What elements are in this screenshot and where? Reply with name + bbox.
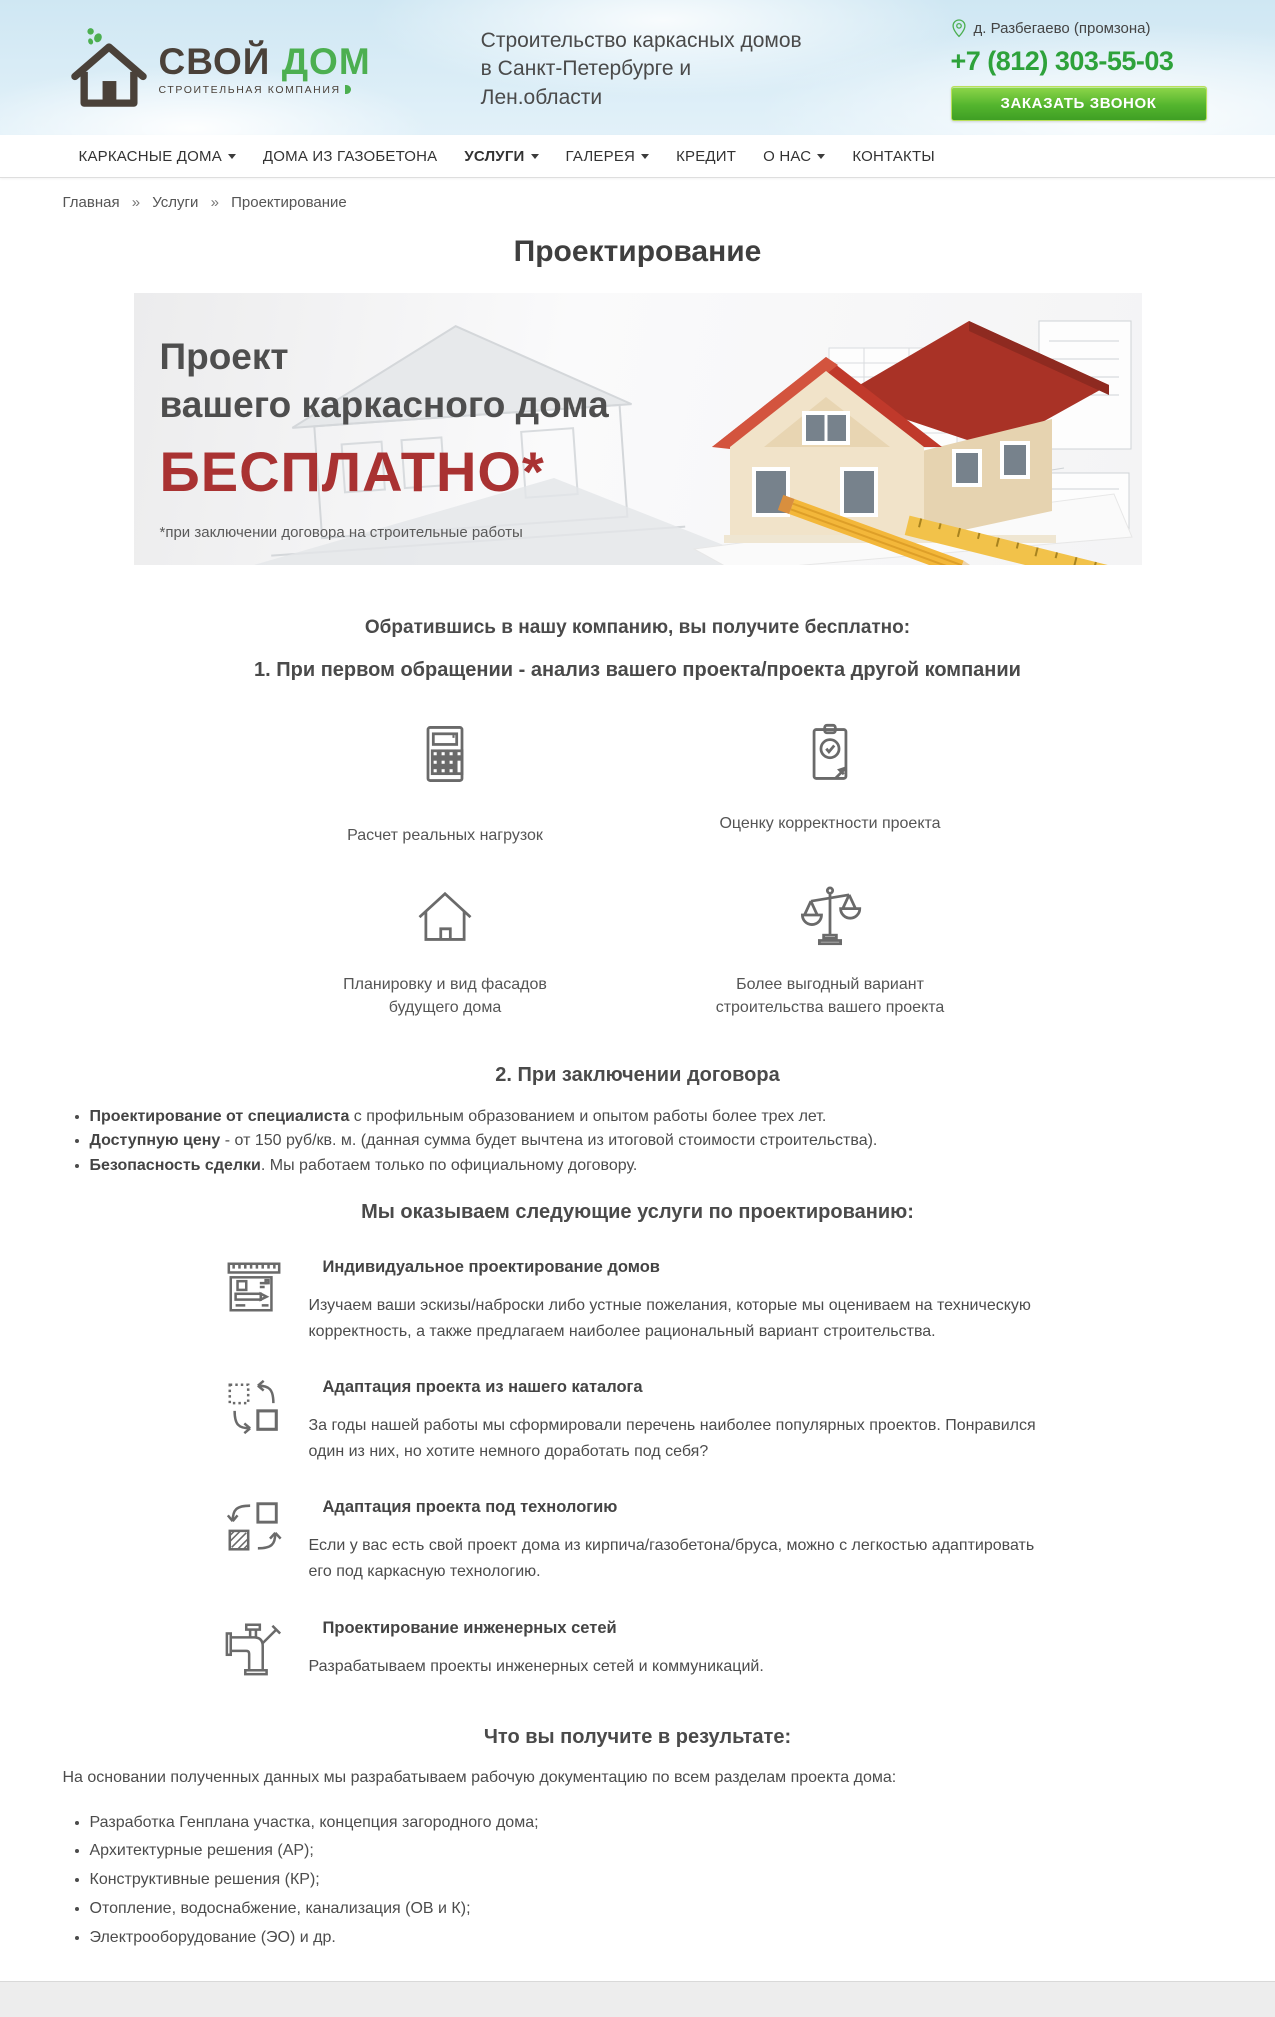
breadcrumb: [63, 178, 1213, 211]
feature-project-check: [638, 712, 1023, 847]
location-pin-icon: [951, 18, 967, 39]
logo-subtitle: СТРОИТЕЛЬНАЯ КОМПАНИЯ: [159, 84, 371, 96]
service-catalog-adaptation: [223, 1374, 1213, 1464]
service-text: Изучаем ваши эскизы/наброски либо устные пожелания, которые мы оцениваем на техническую корректность, а также предлагаем наиболее рациональный вариант строительства.: [308, 1296, 1031, 1340]
breadcrumb-services-link[interactable]: Услуги: [152, 194, 199, 211]
main-nav: [0, 135, 1275, 178]
free-block-intro: Обратившись в нашу компанию, вы получите бесплатно:: [364, 617, 911, 638]
breadcrumb-home-link[interactable]: Главная: [62, 194, 120, 211]
house-icon: [411, 881, 479, 949]
list-item: • Конструктивные решения (КР);: [90, 1866, 1213, 1895]
clipboard-check-icon: [796, 720, 864, 788]
house-model-image: [664, 299, 1134, 565]
bullet-text: с профильным образованием и опытом работы более трех лет.: [349, 1107, 827, 1125]
nav-item-uslugi[interactable]: [464, 148, 538, 165]
bullet-text: . Мы работаем только по официальному договору.: [260, 1157, 638, 1175]
banner-headline-2: вашего каркасного дома: [159, 384, 609, 426]
nav-item-karkasnye-doma[interactable]: [79, 148, 236, 165]
nav-label: О НАС: [763, 147, 812, 165]
adapt-catalog-icon: [223, 1376, 285, 1438]
service-text: Разрабатываем проекты инженерных сетей и коммуникаций.: [308, 1657, 764, 1675]
nav-item-o-nas[interactable]: [763, 148, 825, 165]
address: [951, 18, 1213, 39]
logo-house-icon: [63, 24, 155, 116]
calculator-icon: [411, 720, 479, 788]
list-item: • Отопление, водоснабжение, канализация (ОВ и К);: [90, 1895, 1213, 1924]
nav-item-kontakty[interactable]: [852, 148, 935, 165]
nav-label: УСЛУГИ: [464, 147, 525, 165]
service-text: Если у вас есть свой проект дома из кирпича/газобетона/бруса, можно с легкостью адаптировать его под каркасную технологию.: [308, 1537, 1035, 1580]
logo-word-2: ДОМ: [281, 41, 371, 82]
service-text: За годы нашей работы мы сформировали перечень наиболее популярных проектов. Понравился один из них, но хотите немного доработать под себя?: [308, 1417, 1036, 1460]
bullet-text: - от 150 руб/кв. м. (данная сумма будет вычтена из итоговой стоимости строительства).: [220, 1132, 878, 1150]
feature-label: Оценку корректности проекта: [719, 815, 941, 832]
logo-word-1: СВОЙ: [158, 41, 271, 82]
list-item: • Разработка Генплана участка, концепция загородного дома;: [90, 1809, 1213, 1838]
bullet-lead: Проектирование от специалиста: [89, 1107, 350, 1125]
nav-item-galereya[interactable]: [566, 148, 650, 165]
service-technology-adaptation: [223, 1494, 1213, 1584]
features-grid: [253, 712, 1023, 1020]
list-item: • Электрооборудование (ЭО) и др.: [90, 1924, 1213, 1953]
breadcrumb-separator: »: [210, 194, 219, 211]
logo-title: [159, 43, 371, 80]
step1-title: 1. При первом обращении - анализ вашего проекта/проекта другой компании: [254, 659, 1021, 681]
scales-icon: [796, 881, 864, 949]
nav-label: ГАЛЕРЕЯ: [565, 147, 636, 165]
service-individual-design: [223, 1254, 1213, 1344]
banner-headline-1: Проект: [159, 336, 289, 377]
services-block-title: Мы оказываем следующие услуги по проектированию:: [361, 1200, 914, 1223]
result-bullet-list: [63, 1809, 1213, 1953]
order-call-button[interactable]: ЗАКАЗАТЬ ЗВОНОК: [951, 86, 1207, 121]
nav-label: ДОМА ИЗ ГАЗОБЕТОНА: [262, 147, 438, 165]
feature-label: Расчет реальных нагрузок: [347, 827, 543, 844]
header-tagline: [481, 27, 802, 112]
result-block-intro: На основании полученных данных мы разрабатываем рабочую документацию по всем разделам проекта дома:: [62, 1768, 897, 1786]
logo[interactable]: [63, 24, 371, 116]
result-block-title: Что вы получите в результате:: [483, 1725, 792, 1748]
promo-banner: [134, 293, 1142, 565]
feature-layout-facade: [253, 873, 638, 1019]
chevron-down-icon: [817, 154, 825, 159]
phone-number[interactable]: +7 (812) 303-55-03: [950, 46, 1174, 76]
list-item: [90, 1105, 1213, 1130]
feature-better-option: [638, 873, 1023, 1019]
feature-load-calculation: [253, 712, 638, 847]
list-item: [90, 1129, 1213, 1154]
service-title: Адаптация проекта из нашего каталога: [322, 1378, 643, 1397]
nav-item-kredit[interactable]: [676, 148, 736, 165]
adapt-technology-icon: [223, 1496, 285, 1558]
tagline-line: Лен.области: [480, 85, 603, 109]
footer-strip: [0, 1981, 1275, 2017]
bullet-lead: Доступную цену: [89, 1132, 221, 1150]
site-header: [0, 0, 1275, 135]
nav-label: КРЕДИТ: [676, 147, 737, 165]
pipe-icon: [223, 1617, 285, 1679]
feature-label: Планировку и вид фасадов будущего дома: [343, 976, 547, 1017]
nav-label: КАРКАСНЫЕ ДОМА: [78, 147, 222, 165]
breadcrumb-current: Проектирование: [231, 194, 347, 211]
tagline-line: в Санкт-Петербурге и: [480, 57, 692, 81]
page-title: Проектирование: [513, 235, 762, 268]
banner-free-label: БЕСПЛАТНО*: [159, 440, 545, 504]
chevron-down-icon: [531, 154, 539, 159]
chevron-down-icon: [641, 154, 649, 159]
nav-label: КОНТАКТЫ: [852, 147, 935, 165]
drafting-sheet-icon: [223, 1256, 285, 1318]
contract-block-title: 2. При заключении договора: [495, 1063, 780, 1086]
service-title: Проектирование инженерных сетей: [322, 1618, 617, 1637]
tagline-line: Строительство каркасных домов: [480, 28, 802, 52]
list-item: • Архитектурные решения (АР);: [90, 1837, 1213, 1866]
contract-bullet-list: [63, 1105, 1213, 1179]
bullet-lead: Безопасность сделки: [89, 1157, 261, 1175]
service-engineering-networks: [223, 1615, 1213, 1684]
breadcrumb-separator: »: [131, 194, 141, 211]
nav-item-doma-iz-gazobetona[interactable]: [263, 148, 437, 165]
feature-label: Более выгодный вариант строительства вашего проекта: [715, 976, 945, 1017]
banner-footnote: *при заключении договора на строительные работы: [159, 524, 523, 542]
list-item: [90, 1154, 1213, 1179]
address-text: д. Разбегаево (промзона): [973, 20, 1151, 37]
service-title: Адаптация проекта под технологию: [322, 1498, 618, 1517]
service-title: Индивидуальное проектирование домов: [322, 1257, 660, 1276]
chevron-down-icon: [228, 154, 236, 159]
